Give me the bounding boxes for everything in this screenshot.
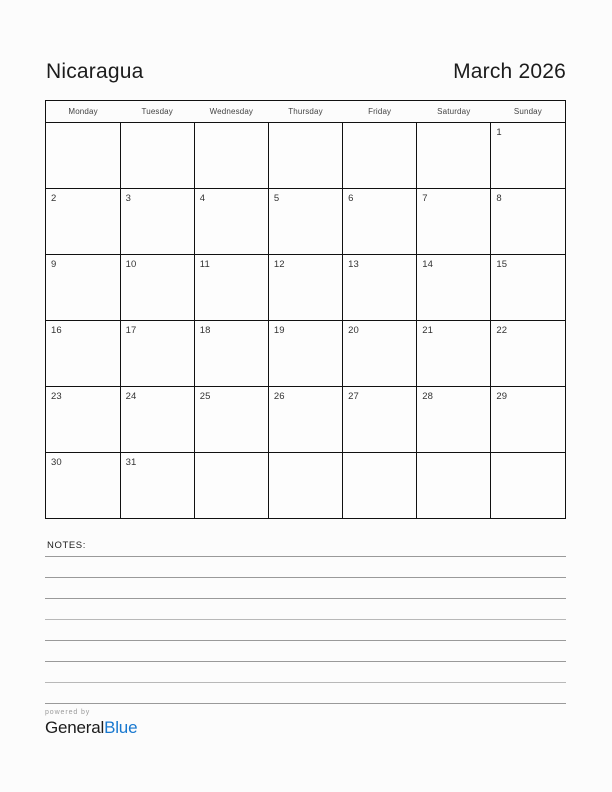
day-cell[interactable] bbox=[120, 123, 194, 189]
day-cell[interactable] bbox=[120, 321, 194, 387]
day-cell[interactable] bbox=[46, 387, 120, 453]
day-number: 31 bbox=[125, 457, 137, 468]
day-cell[interactable] bbox=[194, 189, 268, 255]
day-number: 18 bbox=[199, 325, 211, 336]
day-cell[interactable] bbox=[343, 321, 417, 387]
day-cell[interactable] bbox=[194, 321, 268, 387]
day-cell[interactable] bbox=[46, 123, 120, 189]
day-cell[interactable] bbox=[491, 321, 565, 387]
day-number: 19 bbox=[273, 325, 285, 336]
day-cell[interactable] bbox=[491, 123, 565, 189]
page-header bbox=[46, 50, 566, 84]
day-number: 22 bbox=[496, 325, 508, 336]
day-cell[interactable] bbox=[194, 255, 268, 321]
day-number: 6 bbox=[348, 193, 354, 204]
day-cell[interactable] bbox=[194, 387, 268, 453]
day-number: 20 bbox=[348, 325, 359, 336]
day-cell[interactable] bbox=[343, 189, 417, 255]
brand-name-blue: Blue bbox=[104, 718, 138, 737]
day-cell[interactable] bbox=[417, 255, 491, 321]
day-number: 16 bbox=[51, 325, 62, 336]
day-cell[interactable] bbox=[491, 255, 565, 321]
calendar-week-row bbox=[46, 123, 565, 189]
day-number: 15 bbox=[496, 259, 508, 270]
day-number: 21 bbox=[422, 325, 433, 336]
day-cell[interactable] bbox=[268, 387, 342, 453]
day-cell[interactable] bbox=[268, 321, 342, 387]
day-cell[interactable] bbox=[268, 453, 342, 519]
brand-name-general: General bbox=[45, 718, 105, 737]
day-cell[interactable] bbox=[120, 189, 194, 255]
day-cell[interactable] bbox=[491, 387, 565, 453]
notes-line[interactable] bbox=[45, 640, 566, 641]
day-number: 30 bbox=[51, 457, 62, 468]
notes-label: NOTES: bbox=[47, 540, 86, 551]
day-cell[interactable] bbox=[417, 387, 491, 453]
day-cell[interactable] bbox=[417, 123, 491, 189]
calendar-week-row bbox=[46, 255, 565, 321]
calendar-table bbox=[46, 101, 565, 518]
day-number: 29 bbox=[496, 391, 508, 402]
day-number: 14 bbox=[422, 259, 433, 270]
day-cell[interactable] bbox=[46, 321, 120, 387]
day-cell[interactable] bbox=[343, 123, 417, 189]
page-title: Nicaragua bbox=[46, 60, 144, 83]
calendar-header-row bbox=[46, 101, 565, 123]
day-cell[interactable] bbox=[343, 453, 417, 519]
powered-by-label: powered by bbox=[45, 709, 91, 716]
notes-line[interactable] bbox=[45, 661, 566, 662]
day-cell[interactable] bbox=[417, 321, 491, 387]
day-number: 5 bbox=[273, 193, 280, 204]
day-number: 4 bbox=[199, 193, 206, 204]
weekday-header-saturday: Saturday bbox=[417, 101, 491, 123]
calendar-week-row bbox=[46, 453, 565, 519]
weekday-header-monday: Monday bbox=[46, 101, 120, 123]
day-number: 2 bbox=[51, 193, 57, 204]
generalblue-logo[interactable] bbox=[45, 718, 305, 738]
day-cell[interactable] bbox=[46, 255, 120, 321]
day-number: 10 bbox=[125, 259, 137, 270]
day-number: 3 bbox=[125, 193, 132, 204]
weekday-header-friday: Friday bbox=[343, 101, 417, 123]
notes-section bbox=[45, 540, 566, 724]
notes-line[interactable] bbox=[45, 598, 566, 599]
day-number: 9 bbox=[51, 259, 57, 270]
day-number: 27 bbox=[348, 391, 359, 402]
day-number: 17 bbox=[125, 325, 137, 336]
day-cell[interactable] bbox=[268, 255, 342, 321]
day-cell[interactable] bbox=[491, 189, 565, 255]
day-cell[interactable] bbox=[268, 189, 342, 255]
calendar-week-row bbox=[46, 387, 565, 453]
day-cell[interactable] bbox=[120, 453, 194, 519]
day-cell[interactable] bbox=[194, 453, 268, 519]
day-cell[interactable] bbox=[343, 255, 417, 321]
day-cell[interactable] bbox=[120, 255, 194, 321]
footer-branding bbox=[45, 708, 305, 738]
day-cell[interactable] bbox=[46, 189, 120, 255]
day-cell[interactable] bbox=[417, 189, 491, 255]
weekday-header-tuesday: Tuesday bbox=[120, 101, 194, 123]
weekday-header-thursday: Thursday bbox=[268, 101, 342, 123]
day-cell[interactable] bbox=[120, 387, 194, 453]
day-number: 11 bbox=[199, 259, 210, 270]
calendar-body bbox=[46, 123, 565, 519]
calendar-week-row bbox=[46, 189, 565, 255]
day-number: 24 bbox=[125, 391, 137, 402]
day-number: 26 bbox=[273, 391, 285, 402]
day-cell[interactable] bbox=[194, 123, 268, 189]
notes-line[interactable] bbox=[45, 619, 566, 620]
notes-line[interactable] bbox=[45, 556, 566, 557]
day-cell[interactable] bbox=[491, 453, 565, 519]
month-year-label: March 2026 bbox=[453, 60, 566, 83]
day-number: 12 bbox=[273, 259, 285, 270]
day-number: 8 bbox=[496, 193, 502, 204]
day-cell[interactable] bbox=[46, 453, 120, 519]
day-cell[interactable] bbox=[268, 123, 342, 189]
day-number: 1 bbox=[496, 127, 502, 138]
weekday-header-wednesday: Wednesday bbox=[194, 101, 268, 123]
day-number: 25 bbox=[199, 391, 211, 402]
day-number: 7 bbox=[422, 193, 428, 204]
calendar-week-row bbox=[46, 321, 565, 387]
day-number: 23 bbox=[51, 391, 62, 402]
notes-line[interactable] bbox=[45, 682, 566, 683]
notes-line[interactable] bbox=[45, 577, 566, 578]
notes-line[interactable] bbox=[45, 703, 566, 704]
day-number: 28 bbox=[422, 391, 433, 402]
weekday-header-sunday: Sunday bbox=[491, 101, 565, 123]
day-number: 13 bbox=[348, 259, 359, 270]
calendar-grid bbox=[45, 100, 566, 519]
day-cell[interactable] bbox=[343, 387, 417, 453]
day-cell[interactable] bbox=[417, 453, 491, 519]
